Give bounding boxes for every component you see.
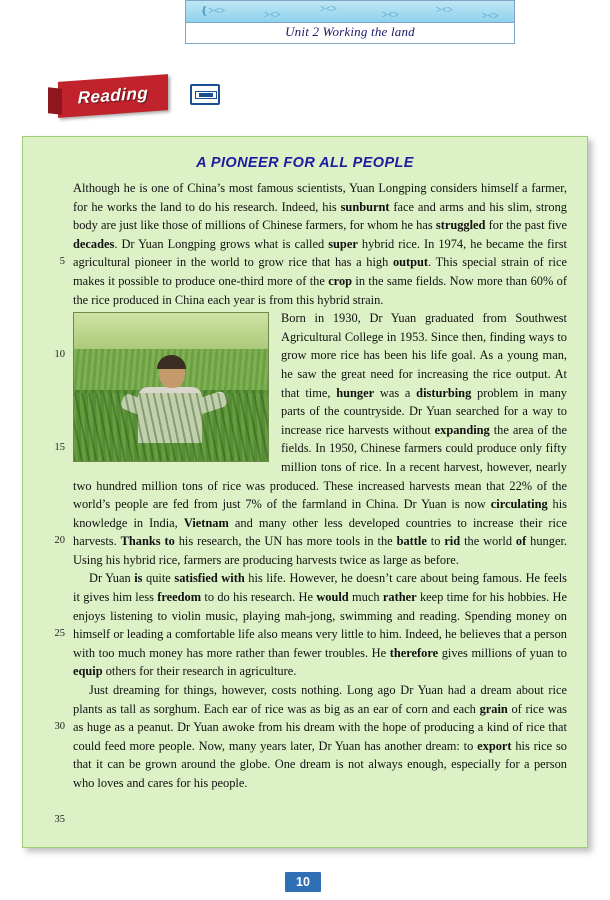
paragraph-4: Just dreaming for things, however, costs nothing. Long ago Dr Yuan had a dream about rice plants as tall as sorghum. Each ear of rice was as big as an ear of corn and each grain of rice was as huge as a peanut. Dr Yuan awoke from his dream with the hope of producing a kind of rice that could feed more people. Now, many years later, Dr Yuan has another dream: to export his rice so that it can be grown around the globe. One dream is not always enough, especially for a person who loves and cares for his people.	[73, 683, 568, 790]
decorative-fish-strip	[186, 1, 514, 23]
paragraph-3: Dr Yuan is quite satisfied with his life. However, he doesn’t care about being famous. He feels it gives him less freedom to do his research. He would much rather keep time for his hobbies. He enjoys listening to violin music, playing mah-jong, swimming and reading. Spending money on himself or leading a comfortable life also means very little to him. Indeed, he believes that a person with too much money has more rather than fewer troubles. He therefore gives millions of yuan to equip others for their research in agriculture.	[73, 571, 567, 679]
reading-section-banner	[58, 74, 168, 118]
fish-icon: ❴><>	[200, 6, 226, 17]
line-number: 30	[54, 721, 65, 732]
fish-icon: ><>	[382, 10, 399, 21]
fish-icon: ><>	[320, 4, 337, 15]
paragraph-2: Born in 1930, Dr Yuan graduated from Southwest Agricultural College in 1953. Since then, finding ways to grow more rice has been his life goal. As a young man, he saw the great need for increasing the rice output. At that time, hunger was a disturbing problem in many parts of the countryside. Dr Yuan searched for a way to increase rice harvests without expanding the area of the fields. In 1950, Chinese farmers could produce only fifty million tons of rice. In a recent harvest, however, nearly two hundred million tons of rice was produced. These increased harvests mean that 22% of the world’s people are fed from just 7% of the farmland in China. Dr Yuan is now circulating his knowledge in India, Vietnam and many other less developed countries to increase their rice harvests. Thanks to his research, the UN has more tools in the battle to rid the world of hunger. Using his hybrid rice, farmers are producing harvests twice as large as before.	[73, 311, 568, 567]
fish-icon: ><>	[436, 5, 453, 16]
line-number: 20	[54, 535, 65, 546]
article-title: A PIONEER FOR ALL PEOPLE	[196, 155, 414, 171]
photo-sky	[74, 313, 268, 351]
paragraph-1: Although he is one of China’s most famous scientists, Yuan Longping considers himself a farmer, for he works the land to do his research. Indeed, his sunburnt face and arms and his slim, strong body are just like those of millions of Chinese farmers, for whom he has struggled for the past five decades. Dr Yuan Longping grows what is called super hybrid rice. In 1974, he became the first agricultural pioneer in the world to grow rice that has a high output. This special strain of rice makes it possible to produce one-third more of the crop in the same fields. Now more than 60% of the rice produced in China each year is from this hybrid strain.	[73, 181, 567, 307]
line-number: 35	[54, 814, 65, 825]
line-number: 15	[54, 442, 65, 453]
unit-title: Unit 2 Working the land	[285, 24, 415, 39]
fish-icon: ><>	[264, 10, 281, 21]
fish-icon: ><>	[482, 11, 499, 22]
unit-header-bar	[185, 0, 515, 44]
cassette-tape-icon[interactable]	[190, 84, 220, 105]
farmer-in-rice-field-photo	[73, 312, 269, 462]
page-number-badge: 10	[285, 872, 321, 892]
reading-section-label: Reading	[77, 83, 149, 108]
article-body	[73, 179, 567, 793]
line-number: 5	[59, 256, 65, 267]
line-number: 25	[54, 628, 65, 639]
line-number: 10	[54, 349, 65, 360]
photo-rice-stalks	[74, 393, 268, 461]
reading-passage-box	[22, 136, 588, 848]
